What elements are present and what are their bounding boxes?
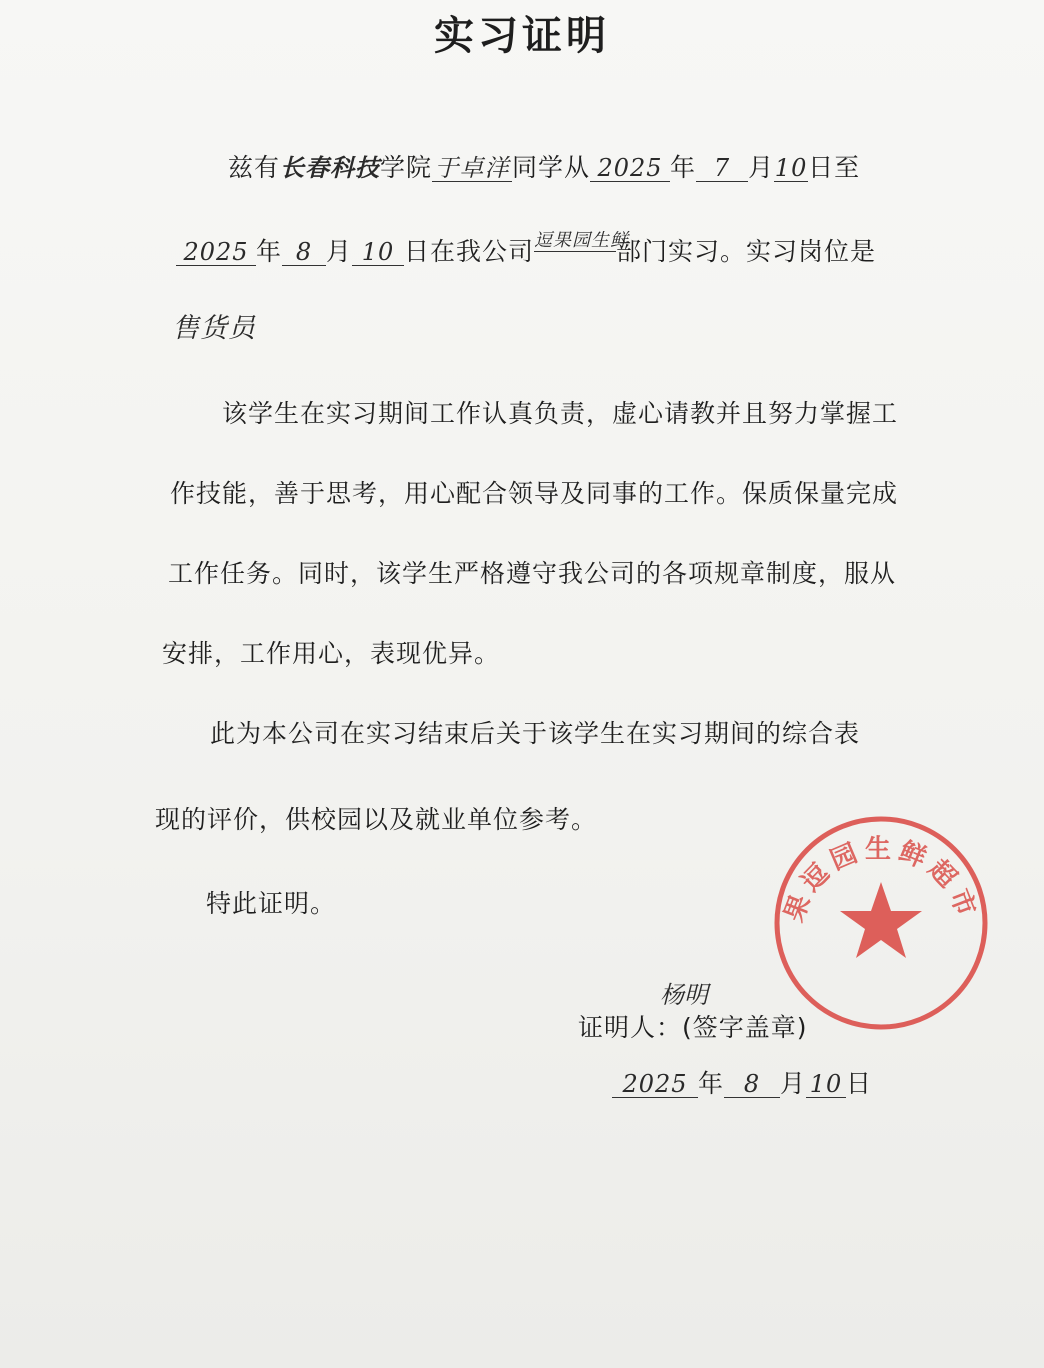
start-day: 10: [774, 154, 808, 182]
day-to-label: 日至: [808, 153, 861, 182]
signature-note: (签字盖章): [682, 1013, 808, 1042]
signature-line: [578, 1008, 808, 1044]
signature-handwriting: 杨明: [660, 981, 708, 1009]
department-name: 逗果园生鲜: [534, 230, 630, 251]
sign-month-label: 月: [780, 1069, 807, 1098]
body-line-1: 该学生在实习期间工作认真负责，虚心请教并且努力掌握工: [222, 399, 899, 428]
seal-text: 果逗园生鲜超市: [779, 834, 983, 926]
start-month: 7: [696, 155, 748, 182]
end-year: 2025: [176, 239, 256, 266]
body-line-6: 现的评价，供校园以及就业单位参考。: [155, 805, 598, 834]
sign-year-label: 年: [698, 1069, 725, 1098]
position-name: 售货员: [172, 313, 256, 344]
end-day: 10: [352, 239, 404, 266]
body-line-4: 安排，工作用心，表现优异。: [162, 639, 501, 668]
intro-line-2: [176, 232, 876, 268]
intro-line-1: [228, 148, 860, 184]
student-name: 于卓洋: [432, 155, 512, 182]
company-label: 日在我公司: [404, 237, 535, 266]
intro-prefix: 兹有: [228, 153, 281, 182]
seal-star-icon: [840, 882, 922, 958]
end-year-label: 年: [256, 237, 283, 266]
signature-date: [612, 1064, 872, 1100]
signature-label: 证明人：: [578, 1013, 683, 1042]
intro-line-3: [172, 306, 256, 345]
sign-year: 2025: [612, 1071, 698, 1098]
start-year-label: 年: [670, 153, 697, 182]
start-month-label: 月: [748, 153, 775, 182]
sign-day: 10: [806, 1071, 846, 1098]
document-title: 实习证明: [434, 13, 610, 59]
school-suffix: 学院: [380, 153, 433, 182]
closing-text: 特此证明。: [206, 889, 337, 918]
start-year: 2025: [590, 155, 670, 182]
end-month: 8: [282, 239, 326, 266]
sign-month: 8: [724, 1071, 780, 1098]
intro-mid: 同学从: [512, 153, 591, 182]
sign-day-label: 日: [846, 1069, 873, 1098]
department-suffix: 部门实习。实习岗位是: [616, 237, 877, 266]
school-name: 长春科技: [280, 153, 381, 182]
body-line-2: 作技能，善于思考，用心配合领导及同事的工作。保质保量完成: [170, 479, 899, 508]
body-line-5: 此为本公司在实习结束后关于该学生在实习期间的综合表: [210, 719, 861, 748]
company-seal: [768, 810, 994, 1036]
body-line-3: 工作任务。同时，该学生严格遵守我公司的各项规章制度，服从: [168, 559, 897, 588]
end-month-label: 月: [326, 237, 353, 266]
